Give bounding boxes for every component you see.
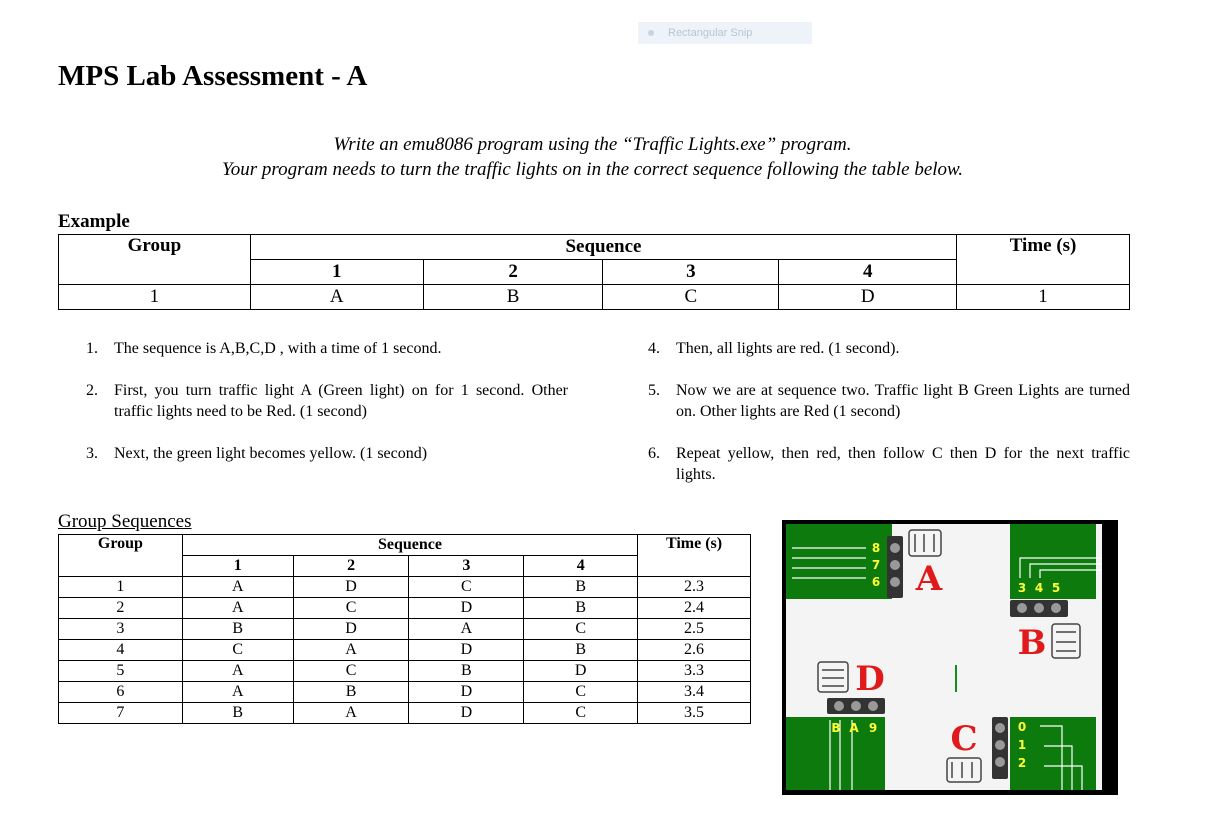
gs-header-sequence: Sequence: [182, 535, 637, 556]
gs-cell-seq: C: [293, 661, 409, 682]
gs-cell-time: 3.5: [638, 703, 751, 724]
light-d-lamp: [868, 701, 878, 711]
pin-label: 3: [1017, 581, 1027, 595]
gs-cell-seq: D: [409, 598, 524, 619]
step-number: 2.: [86, 382, 98, 399]
gs-cell-group: 6: [59, 682, 183, 703]
example-label: Example: [58, 211, 130, 232]
gs-seq-col: 3: [409, 556, 524, 577]
light-a-lamp: [890, 560, 900, 570]
gs-cell-seq: C: [409, 577, 524, 598]
example-seq-col: 2: [423, 260, 603, 285]
example-cell-seq: C: [603, 285, 779, 310]
step-text: Repeat yellow, then red, then follow C then D for the next traffic lights.: [676, 445, 1130, 483]
example-cell-seq: D: [779, 285, 957, 310]
gs-cell-seq: B: [182, 619, 293, 640]
page-title: MPS Lab Assessment - A: [58, 60, 368, 92]
group-sequences-label: Group Sequences: [58, 511, 192, 532]
table-row: [59, 598, 751, 619]
gs-cell-seq: D: [524, 661, 638, 682]
table-row: [59, 619, 751, 640]
pin-label: B: [831, 721, 841, 735]
step-item: [86, 338, 568, 359]
gs-cell-group: 3: [59, 619, 183, 640]
gs-cell-seq: A: [182, 682, 293, 703]
table-row: [59, 577, 751, 598]
table-row: [59, 640, 751, 661]
light-a-label: A: [915, 559, 943, 599]
example-cell-seq: B: [423, 285, 603, 310]
gs-cell-seq: D: [293, 619, 409, 640]
gs-seq-col: 1: [182, 556, 293, 577]
light-a-lamp: [890, 577, 900, 587]
group-sequences-table: [58, 534, 751, 724]
gs-header-group: Group: [59, 535, 183, 577]
step-item: [648, 443, 1130, 485]
intro-line-2: Your program needs to turn the traffic lights on in the correct sequence following the table below.: [221, 159, 964, 180]
step-number: 3.: [86, 445, 98, 462]
pin-label: 9: [868, 721, 878, 735]
intersection-diagram: [782, 520, 1118, 795]
gs-cell-seq: D: [409, 703, 524, 724]
example-table: [58, 234, 1130, 310]
gs-seq-col: 4: [524, 556, 638, 577]
gs-cell-seq: B: [293, 682, 409, 703]
example-seq-col: 3: [603, 260, 779, 285]
step-text: First, you turn traffic light A (Green light) on for 1 second. Other traffic lights need to be Red. (1 second): [114, 382, 568, 420]
gs-cell-time: 2.6: [638, 640, 751, 661]
step-item: [86, 443, 568, 464]
gs-cell-seq: C: [182, 640, 293, 661]
gs-cell-seq: A: [293, 703, 409, 724]
light-d-lamp: [834, 701, 844, 711]
pin-label: 4: [1034, 581, 1044, 595]
example-seq-col: 1: [250, 260, 423, 285]
snip-dot-icon: [648, 30, 654, 36]
light-d-lamp: [851, 701, 861, 711]
intro-text: [0, 132, 1185, 182]
intro-line-1: Write an emu8086 program using the “Traffic Lights.exe” program.: [333, 134, 852, 155]
light-d-label: D: [855, 659, 885, 699]
example-cell-seq: A: [250, 285, 423, 310]
gs-cell-group: 2: [59, 598, 183, 619]
pin-label: 6: [871, 575, 881, 589]
gs-cell-seq: C: [524, 703, 638, 724]
gs-cell-seq: B: [524, 640, 638, 661]
example-seq-col: 4: [779, 260, 957, 285]
pin-label: 5: [1051, 581, 1061, 595]
light-c-lamp: [995, 723, 1005, 733]
gs-cell-seq: B: [409, 661, 524, 682]
light-c-label: C: [950, 719, 978, 759]
gs-seq-col: 2: [293, 556, 409, 577]
gs-cell-seq: D: [409, 682, 524, 703]
step-number: 6.: [648, 445, 660, 462]
light-b-lamp: [1051, 603, 1061, 613]
light-b-lamp: [1017, 603, 1027, 613]
gs-cell-seq: C: [524, 682, 638, 703]
pin-label: 2: [1017, 756, 1027, 770]
step-number: 4.: [648, 340, 660, 357]
rectangular-snip-overlay: [638, 22, 812, 44]
right-edge: [1102, 524, 1114, 790]
gs-cell-seq: A: [409, 619, 524, 640]
snip-label: Rectangular Snip: [668, 27, 753, 39]
gs-cell-seq: D: [409, 640, 524, 661]
step-item: [86, 380, 568, 422]
example-cell-group: 1: [59, 285, 251, 310]
step-item: [648, 380, 1130, 422]
gs-cell-group: 1: [59, 577, 183, 598]
gs-cell-seq: B: [524, 577, 638, 598]
gs-cell-seq: A: [182, 661, 293, 682]
example-cell-time: 1: [957, 285, 1130, 310]
step-text: Now we are at sequence two. Traffic light B Green Lights are turned on. Other lights are Red (1 second): [676, 382, 1130, 420]
gs-cell-seq: A: [293, 640, 409, 661]
step-text: Then, all lights are red. (1 second).: [676, 340, 900, 357]
gs-header-time: Time (s): [638, 535, 751, 577]
gs-cell-seq: C: [524, 619, 638, 640]
gs-cell-group: 7: [59, 703, 183, 724]
table-row: [59, 661, 751, 682]
pin-label: 0: [1017, 720, 1027, 734]
step-number: 1.: [86, 340, 98, 357]
step-item: [648, 338, 1130, 359]
gs-cell-seq: A: [182, 577, 293, 598]
gs-cell-group: 5: [59, 661, 183, 682]
gs-cell-time: 2.5: [638, 619, 751, 640]
step-text: The sequence is A,B,C,D , with a time of 1 second.: [114, 340, 442, 357]
light-c-lamp: [995, 757, 1005, 767]
table-row: [59, 682, 751, 703]
gs-cell-time: 3.4: [638, 682, 751, 703]
gs-cell-seq: C: [293, 598, 409, 619]
light-b-lamp: [1034, 603, 1044, 613]
step-text: Next, the green light becomes yellow. (1 second): [114, 445, 428, 462]
steps-left: [86, 338, 568, 464]
gs-cell-group: 4: [59, 640, 183, 661]
example-header-sequence: Sequence: [250, 235, 956, 260]
gs-cell-seq: B: [524, 598, 638, 619]
light-b-label: B: [1017, 623, 1047, 663]
pin-label: 8: [871, 541, 881, 555]
light-c-lamp: [995, 740, 1005, 750]
gs-cell-time: 2.3: [638, 577, 751, 598]
table-row: [59, 703, 751, 724]
example-row: [59, 285, 1130, 310]
example-header-time: Time (s): [957, 235, 1130, 285]
light-a-lamp: [890, 543, 900, 553]
steps-right: [648, 338, 1130, 485]
gs-cell-seq: A: [182, 598, 293, 619]
gs-cell-seq: D: [293, 577, 409, 598]
example-header-group: Group: [59, 235, 251, 285]
gs-cell-time: 2.4: [638, 598, 751, 619]
step-number: 5.: [648, 382, 660, 399]
pin-label: 7: [871, 558, 881, 572]
pin-label: A: [849, 721, 859, 735]
gs-cell-seq: B: [182, 703, 293, 724]
gs-cell-time: 3.3: [638, 661, 751, 682]
pin-label: 1: [1017, 738, 1027, 752]
